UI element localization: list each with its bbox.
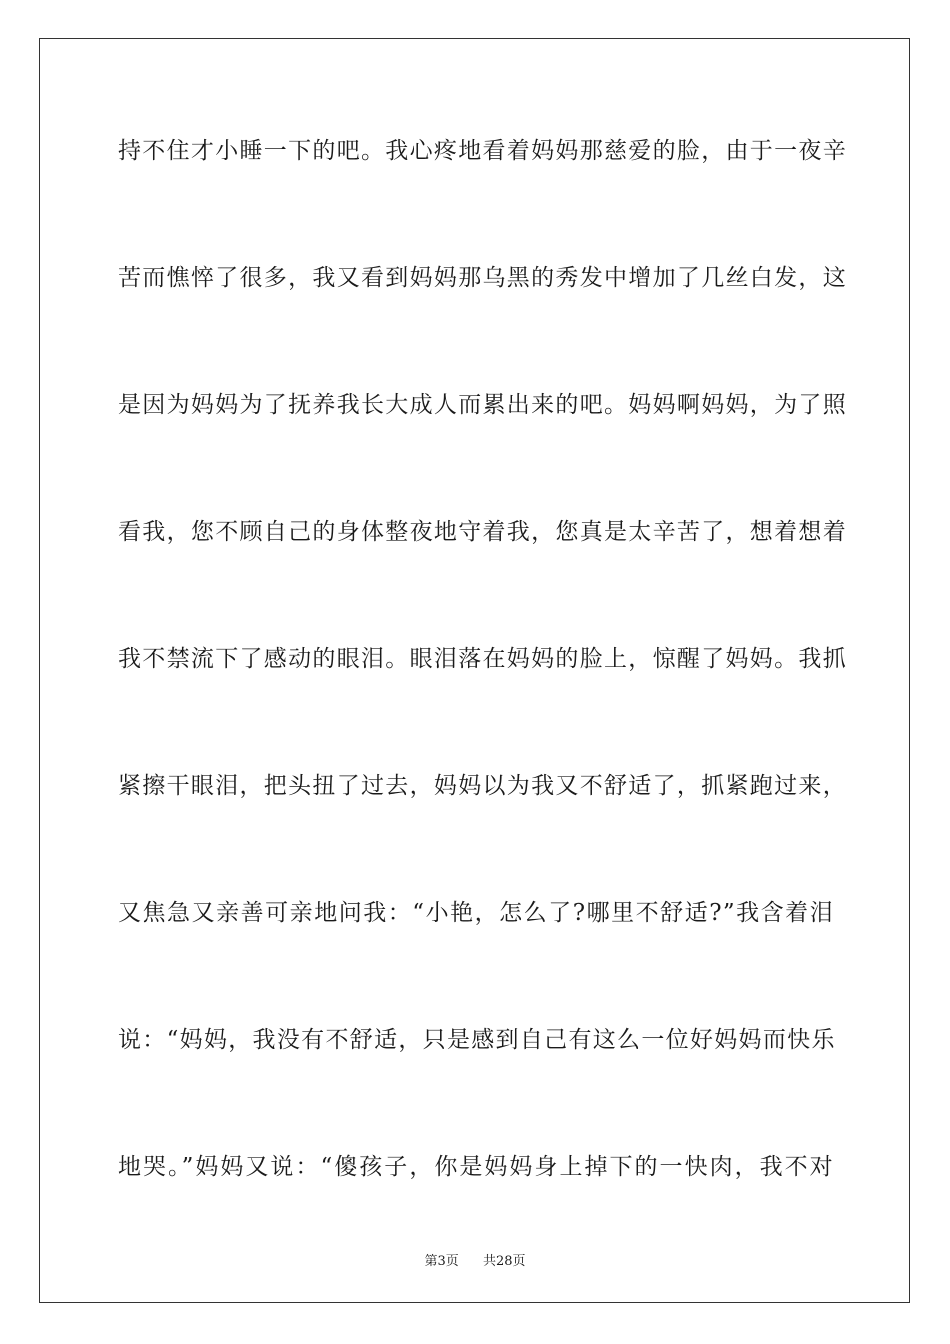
text-line: 持不住才小睡一下的吧。我心疼地看着妈妈那慈爱的脸，由于一夜辛 bbox=[118, 138, 847, 164]
text-line: 又焦急又亲善可亲地问我：“小艳，怎么了?哪里不舒适?”我含着泪 bbox=[118, 900, 834, 926]
text-line: 说：“妈妈，我没有不舒适，只是感到自己有这么一位好妈妈而快乐 bbox=[118, 1027, 836, 1053]
text-line: 是因为妈妈为了抚养我长大成人而累出来的吧。妈妈啊妈妈，为了照 bbox=[118, 392, 847, 418]
text-line: 地哭。”妈妈又说：“傻孩子，你是妈妈身上掉下的一快肉，我不对 bbox=[118, 1154, 834, 1180]
total-pages: 共28页 bbox=[483, 1254, 526, 1269]
page-footer bbox=[0, 1250, 950, 1269]
text-line: 紧擦干眼泪，把头扭了过去，妈妈以为我又不舒适了，抓紧跑过来， bbox=[118, 773, 847, 799]
text-line: 看我，您不顾自己的身体整夜地守着我，您真是太辛苦了，想着想着 bbox=[118, 519, 847, 545]
text-line: 苦而憔悴了很多，我又看到妈妈那乌黑的秀发中增加了几丝白发，这 bbox=[118, 265, 847, 291]
text-line: 我不禁流下了感动的眼泪。眼泪落在妈妈的脸上，惊醒了妈妈。我抓 bbox=[118, 646, 847, 672]
body-text bbox=[118, 124, 847, 1267]
current-page-number: 第3页 bbox=[424, 1254, 459, 1269]
